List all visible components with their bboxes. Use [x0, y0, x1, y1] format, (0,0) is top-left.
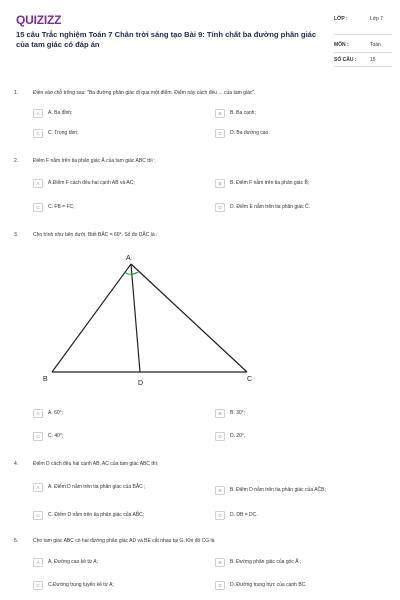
- option-c[interactable]: [33, 510, 198, 522]
- meta-grade-label: LỚP :: [334, 16, 348, 22]
- meta-subject-value: Toán: [370, 42, 381, 48]
- option-c[interactable]: [33, 580, 198, 592]
- option-text: A. Ba đỉnh;: [48, 110, 73, 116]
- quizizz-logo: QUIZIZZ: [16, 13, 62, 27]
- option-letter-box: C: [33, 203, 43, 212]
- option-letter-box: C: [33, 511, 43, 520]
- option-text: D. Ba đường cao.: [230, 130, 270, 136]
- option-b[interactable]: [215, 108, 380, 120]
- option-letter-box: D: [215, 129, 225, 138]
- option-d[interactable]: [215, 580, 380, 592]
- option-a[interactable]: [33, 108, 198, 120]
- option-letter-box: A: [33, 179, 43, 188]
- option-b[interactable]: [215, 485, 380, 497]
- option-text: B. Điểm D nằm trên tia phân giác của AĈB;: [230, 487, 326, 493]
- meta-divider: [334, 66, 392, 67]
- question-text: Điểm F nằm trên tia phân giác Â của tam giác ABC thì :: [33, 158, 156, 164]
- vertex-a-label: A: [126, 255, 131, 262]
- option-d[interactable]: [215, 202, 380, 214]
- option-letter-box: A: [33, 409, 43, 418]
- option-text: C. Trọng tâm;: [48, 130, 79, 136]
- option-text: C.Đường trung tuyến kẻ từ A;: [48, 582, 114, 588]
- question-number: 3.: [14, 232, 19, 238]
- point-d-label: D: [138, 380, 144, 387]
- meta-count-label: SỐ CÂU :: [334, 57, 357, 63]
- option-text: D. Đường trung trực của cạnh BC.: [230, 582, 307, 588]
- option-letter-box: D: [215, 432, 225, 441]
- option-text: B. 30°;: [230, 410, 246, 416]
- option-text: C. FB = FC;: [48, 204, 75, 210]
- option-letter-box: D: [215, 511, 225, 520]
- option-c[interactable]: [33, 128, 198, 140]
- vertex-c-label: C: [247, 376, 253, 383]
- option-c[interactable]: [33, 431, 198, 443]
- option-letter-box: D: [215, 203, 225, 212]
- option-text: D. Điểm E nằm trên tia phân giác Ĉ.: [230, 204, 311, 210]
- option-letter-box: B: [215, 179, 225, 188]
- side-ac: [131, 264, 247, 372]
- segment-ad: [131, 264, 140, 372]
- option-a[interactable]: [33, 408, 198, 420]
- option-letter-box: C: [33, 432, 43, 441]
- option-text: C. 40°;: [48, 433, 64, 439]
- option-text: A. Đường cao kẻ từ A;: [48, 559, 98, 565]
- option-letter-box: B: [215, 558, 225, 567]
- option-text: B. Ba cạnh;: [230, 110, 256, 116]
- question-text: Điền vào chỗ trống sau: "Ba đường phân giác đi qua một điểm. Điểm này cách đều ... của tam giác".: [33, 90, 256, 96]
- option-text: D. 20°.: [230, 433, 246, 439]
- option-text: A. Điểm D nằm trên tia phân giác của BÂC ;: [48, 484, 146, 490]
- option-d[interactable]: [215, 128, 380, 140]
- option-letter-box: C: [33, 129, 43, 138]
- question-text: Điểm D cách đều hai cạnh AB, AC của tam giác ABC thì:: [33, 461, 159, 467]
- triangle-figure: [40, 248, 280, 390]
- option-d[interactable]: [215, 510, 380, 522]
- option-b[interactable]: [215, 408, 380, 420]
- question-number: 2.: [14, 158, 19, 164]
- option-letter-box: A: [33, 558, 43, 567]
- option-b[interactable]: [215, 178, 380, 190]
- side-ab: [52, 264, 131, 372]
- meta-divider: [334, 34, 392, 35]
- option-letter-box: A: [33, 483, 43, 492]
- question-text: Cho hình như bên dưới. Biết BÂC = 60°. Số đo DÂC là :: [33, 232, 158, 238]
- question-number: 4.: [14, 461, 19, 467]
- vertex-b-label: B: [43, 376, 48, 383]
- option-text: D. DB = DC.: [230, 512, 258, 518]
- worksheet-header: [0, 0, 400, 80]
- option-a[interactable]: [33, 178, 198, 190]
- question-number: 5.: [14, 538, 19, 544]
- meta-count-value: 15: [370, 57, 376, 63]
- option-c[interactable]: [33, 202, 198, 214]
- option-a[interactable]: [33, 557, 198, 569]
- option-text: B. Điểm F nằm trên tia phân giác B̂;: [230, 180, 310, 186]
- option-text: A. 60°;: [48, 410, 64, 416]
- meta-divider: [334, 52, 392, 53]
- option-a[interactable]: [33, 482, 198, 494]
- option-b[interactable]: [215, 557, 380, 569]
- worksheet-title: 15 câu Trắc nghiệm Toán 7 Chân trời sáng tạo Bài 9: Tính chất ba đường phân giác của tam giác có đáp án: [16, 30, 317, 49]
- question-text: Cho tam giác ABC có hai đường phân giác AD và BE cắt nhau tại G. Khi đó CG là: [33, 538, 215, 544]
- option-d[interactable]: [215, 431, 380, 443]
- option-text: C. Điểm D nằm trên tia phân giác của AB̂C;: [48, 512, 145, 518]
- option-text: B. Đường phân giác của góc Â ;: [230, 559, 302, 565]
- option-letter-box: D: [215, 581, 225, 590]
- option-text: A.Điểm F cách đều hai cạnh AB và AC;: [48, 180, 135, 186]
- option-letter-box: C: [33, 581, 43, 590]
- option-letter-box: B: [215, 109, 225, 118]
- question-number: 1.: [14, 90, 19, 96]
- option-letter-box: B: [215, 409, 225, 418]
- meta-grade-value: Lớp 7: [370, 16, 384, 22]
- meta-subject-label: MÔN :: [334, 42, 349, 48]
- option-letter-box: A: [33, 109, 43, 118]
- option-letter-box: B: [215, 486, 225, 495]
